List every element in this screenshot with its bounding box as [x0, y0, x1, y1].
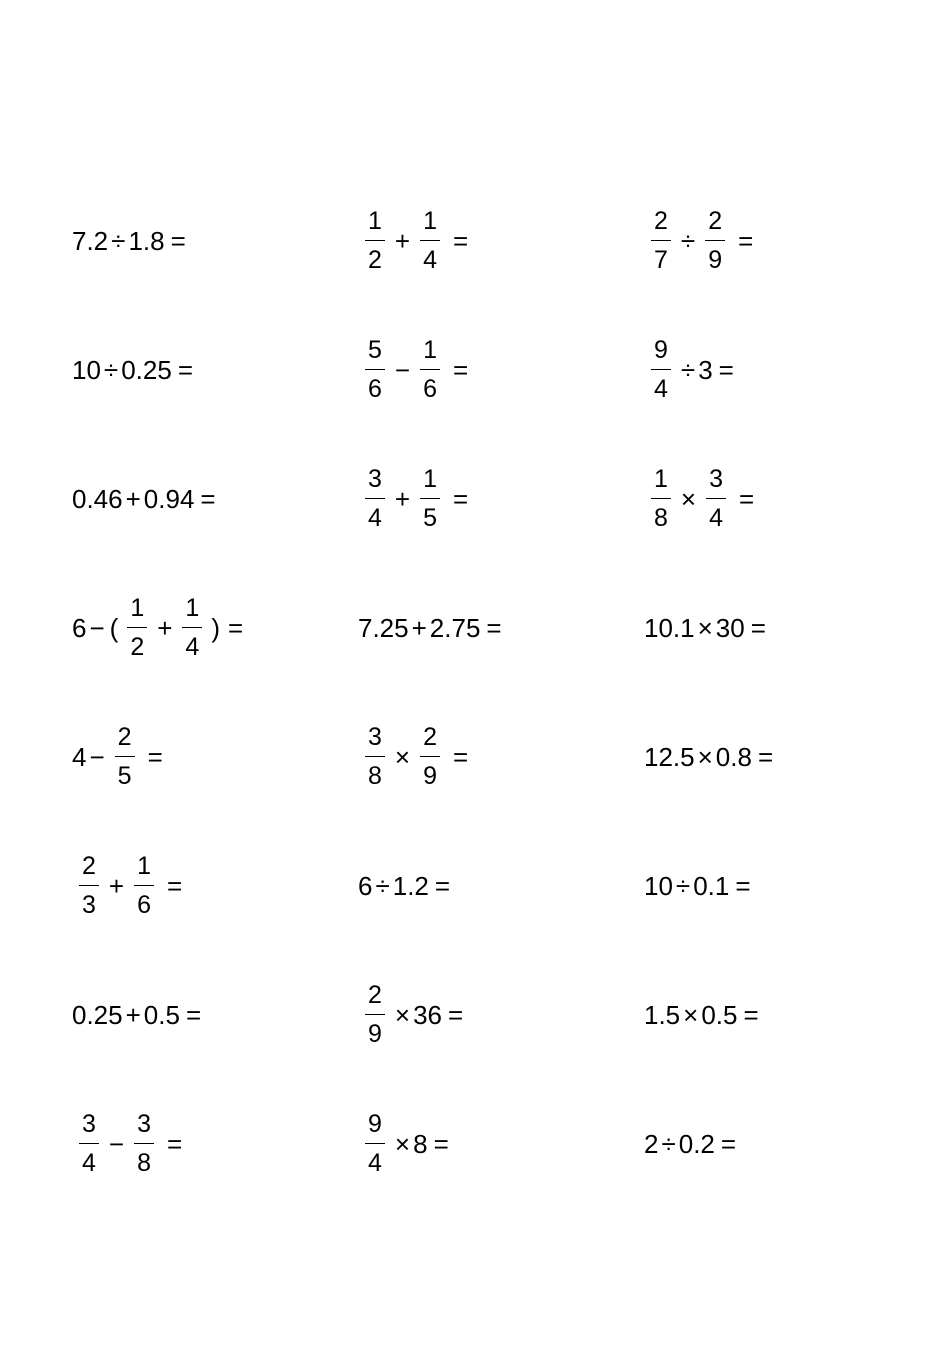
problem-r8-c2	[358, 1106, 452, 1182]
fraction-bar	[134, 1143, 154, 1145]
equals-sign: =	[433, 1129, 449, 1159]
number: 0.46	[72, 484, 123, 514]
number: 0.25	[72, 1000, 123, 1030]
problem-r2-c2	[358, 332, 471, 408]
minus-sign: −	[89, 742, 105, 772]
fraction-bar	[134, 885, 154, 887]
problem-r5-c3	[644, 719, 776, 795]
fraction-denominator: 2	[130, 633, 145, 662]
times-sign: ×	[394, 742, 411, 772]
equals-sign: =	[738, 226, 754, 256]
fraction	[651, 206, 671, 275]
number: 3	[698, 355, 713, 385]
problem-r5-c1	[72, 719, 166, 795]
equals-sign: =	[486, 613, 502, 643]
equals-sign: =	[720, 1129, 737, 1159]
fraction-denominator: 8	[137, 1149, 151, 1178]
number: 36	[413, 1000, 443, 1030]
number: 0.25	[121, 355, 172, 385]
open-paren: (	[109, 613, 119, 643]
fraction	[365, 722, 385, 791]
divide-sign: ÷	[661, 1129, 676, 1159]
equals-sign: =	[167, 871, 183, 901]
number: 0.94	[143, 484, 195, 514]
fraction	[134, 1109, 154, 1178]
fraction-denominator: 8	[368, 762, 382, 791]
plus-sign: +	[394, 226, 411, 256]
equals-sign: =	[228, 613, 244, 643]
close-paren: )	[211, 613, 220, 643]
fraction	[651, 335, 671, 404]
plus-sign: +	[125, 484, 141, 514]
fraction	[706, 464, 726, 533]
problem-r6-c1	[72, 848, 185, 924]
fraction-bar	[651, 498, 671, 500]
equals-sign: =	[177, 355, 193, 385]
problem-r2-c3	[644, 332, 737, 408]
fraction-bar	[420, 369, 440, 371]
fraction-numerator: 5	[368, 335, 382, 364]
equals-sign: =	[170, 226, 186, 256]
fraction-denominator: 9	[708, 246, 723, 275]
fraction-denominator: 4	[82, 1149, 96, 1178]
fraction-numerator: 1	[137, 851, 151, 880]
number: 10	[644, 871, 673, 901]
fraction-numerator: 3	[709, 464, 723, 493]
number: 10	[72, 355, 101, 385]
number: 0.8	[715, 742, 752, 772]
fraction-denominator: 4	[368, 1149, 382, 1178]
fraction	[365, 206, 385, 275]
problem-r1-c1	[72, 203, 189, 279]
equals-sign: =	[453, 742, 469, 772]
divide-sign: ÷	[103, 355, 119, 385]
fraction-denominator: 6	[137, 891, 151, 920]
fraction-denominator: 2	[368, 246, 382, 275]
fraction-bar	[79, 1143, 99, 1145]
fraction-bar	[365, 756, 385, 758]
fraction	[420, 335, 440, 404]
number: 0.2	[678, 1129, 715, 1159]
fraction-denominator: 6	[423, 375, 437, 404]
fraction-denominator: 4	[368, 504, 382, 533]
problem-r6-c2	[358, 848, 453, 924]
fraction-numerator: 2	[117, 722, 132, 751]
fraction-bar	[365, 1014, 385, 1016]
problem-r3-c1	[72, 461, 219, 537]
fraction	[365, 980, 385, 1049]
divide-sign: ÷	[680, 355, 696, 385]
fraction	[420, 722, 440, 791]
fraction-bar	[705, 240, 725, 242]
fraction-bar	[182, 627, 202, 629]
divide-sign: ÷	[375, 871, 390, 901]
fraction-numerator: 1	[423, 206, 437, 235]
fraction	[79, 1109, 99, 1178]
fraction-denominator: 5	[117, 762, 132, 791]
problem-r7-c1	[72, 977, 204, 1053]
number: 8	[413, 1129, 428, 1159]
fraction-numerator: 3	[82, 1109, 96, 1138]
number: 6	[358, 871, 373, 901]
plus-sign: +	[108, 871, 125, 901]
minus-sign: −	[108, 1129, 125, 1159]
problem-r4-c3	[644, 590, 769, 666]
fraction-numerator: 3	[137, 1109, 151, 1138]
fraction-bar	[651, 369, 671, 371]
equals-sign: =	[453, 226, 469, 256]
fraction-bar	[79, 885, 99, 887]
problem-r1-c3	[644, 203, 756, 279]
equals-sign: =	[739, 484, 755, 514]
fraction	[651, 464, 671, 533]
fraction-denominator: 7	[654, 246, 668, 275]
plus-sign: +	[411, 613, 427, 643]
fraction	[420, 464, 440, 533]
minus-sign: −	[394, 355, 411, 385]
fraction	[365, 1109, 385, 1178]
problem-r8-c1	[72, 1106, 185, 1182]
problem-r4-c1	[72, 590, 246, 666]
fraction-numerator: 1	[130, 593, 145, 622]
fraction-numerator: 3	[368, 464, 382, 493]
fraction-bar	[127, 627, 147, 629]
fraction-denominator: 5	[423, 504, 437, 533]
problem-r4-c2	[358, 590, 505, 666]
fraction-bar	[420, 240, 440, 242]
fraction-bar	[365, 498, 385, 500]
fraction-bar	[651, 240, 671, 242]
times-sign: ×	[697, 613, 713, 643]
problem-r8-c3	[644, 1106, 739, 1182]
divide-sign: ÷	[111, 226, 126, 256]
number: 7.2	[72, 226, 109, 256]
fraction-denominator: 9	[423, 762, 437, 791]
fraction-numerator: 2	[654, 206, 668, 235]
fraction-numerator: 9	[368, 1109, 382, 1138]
number: 1.2	[392, 871, 429, 901]
problem-r7-c2	[358, 977, 466, 1053]
fraction-numerator: 2	[368, 980, 382, 1009]
times-sign: ×	[697, 742, 713, 772]
fraction-denominator: 4	[654, 375, 668, 404]
number: 6	[72, 613, 87, 643]
problem-r2-c1	[72, 332, 196, 408]
fraction-bar	[706, 498, 726, 500]
fraction-numerator: 2	[708, 206, 723, 235]
fraction	[420, 206, 440, 275]
equals-sign: =	[718, 355, 734, 385]
plus-sign: +	[157, 613, 173, 643]
problem-r6-c3	[644, 848, 754, 924]
number: 10.1	[644, 613, 695, 643]
equals-sign: =	[448, 1000, 464, 1030]
divide-sign: ÷	[680, 226, 696, 256]
number: 2	[644, 1129, 659, 1159]
fraction-denominator: 3	[82, 891, 96, 920]
equals-sign: =	[147, 742, 163, 772]
fraction-denominator: 4	[709, 504, 723, 533]
fraction-numerator: 2	[423, 722, 437, 751]
fraction-numerator: 3	[368, 722, 382, 751]
problem-r1-c2	[358, 203, 471, 279]
fraction-numerator: 1	[654, 464, 668, 493]
fraction-bar	[365, 240, 385, 242]
problem-r7-c3	[644, 977, 762, 1053]
number: 7.25	[358, 613, 409, 643]
fraction-bar	[365, 369, 385, 371]
fraction-denominator: 4	[185, 633, 200, 662]
fraction	[115, 722, 135, 791]
equals-sign: =	[453, 484, 469, 514]
divide-sign: ÷	[675, 871, 691, 901]
fraction-numerator: 9	[654, 335, 668, 364]
problem-r3-c2	[358, 461, 471, 537]
number: 12.5	[644, 742, 695, 772]
equals-sign: =	[453, 355, 469, 385]
equals-sign: =	[185, 1000, 202, 1030]
fraction-bar	[115, 756, 135, 758]
fraction-numerator: 2	[82, 851, 96, 880]
fraction	[127, 593, 147, 662]
times-sign: ×	[680, 484, 697, 514]
number: 0.1	[693, 871, 730, 901]
equals-sign: =	[200, 484, 216, 514]
equals-sign: =	[735, 871, 751, 901]
fraction-bar	[365, 1143, 385, 1145]
number: 30	[715, 613, 745, 643]
equals-sign: =	[167, 1129, 183, 1159]
fraction	[134, 851, 154, 920]
number: 0.5	[701, 1000, 738, 1030]
fraction	[705, 206, 725, 275]
fraction-denominator: 9	[368, 1020, 382, 1049]
problem-r3-c3	[644, 461, 757, 537]
fraction-numerator: 1	[423, 335, 437, 364]
number: 2.75	[429, 613, 481, 643]
times-sign: ×	[683, 1000, 699, 1030]
number: 1.5	[644, 1000, 681, 1030]
equals-sign: =	[743, 1000, 759, 1030]
fraction-bar	[420, 498, 440, 500]
fraction-denominator: 6	[368, 375, 382, 404]
fraction-denominator: 4	[423, 246, 437, 275]
number: 0.5	[143, 1000, 180, 1030]
minus-sign: −	[89, 613, 105, 643]
equals-sign: =	[434, 871, 451, 901]
number: 4	[72, 742, 87, 772]
fraction-numerator: 1	[423, 464, 437, 493]
number: 1.8	[128, 226, 165, 256]
fraction-denominator: 8	[654, 504, 668, 533]
equals-sign: =	[750, 613, 766, 643]
plus-sign: +	[125, 1000, 141, 1030]
fraction	[365, 464, 385, 533]
fraction-numerator: 1	[368, 206, 382, 235]
times-sign: ×	[394, 1000, 411, 1030]
plus-sign: +	[394, 484, 411, 514]
fraction	[182, 593, 202, 662]
times-sign: ×	[394, 1129, 411, 1159]
fraction-bar	[420, 756, 440, 758]
fraction-numerator: 1	[185, 593, 200, 622]
fraction	[79, 851, 99, 920]
problem-r5-c2	[358, 719, 471, 795]
fraction	[365, 335, 385, 404]
equals-sign: =	[757, 742, 774, 772]
